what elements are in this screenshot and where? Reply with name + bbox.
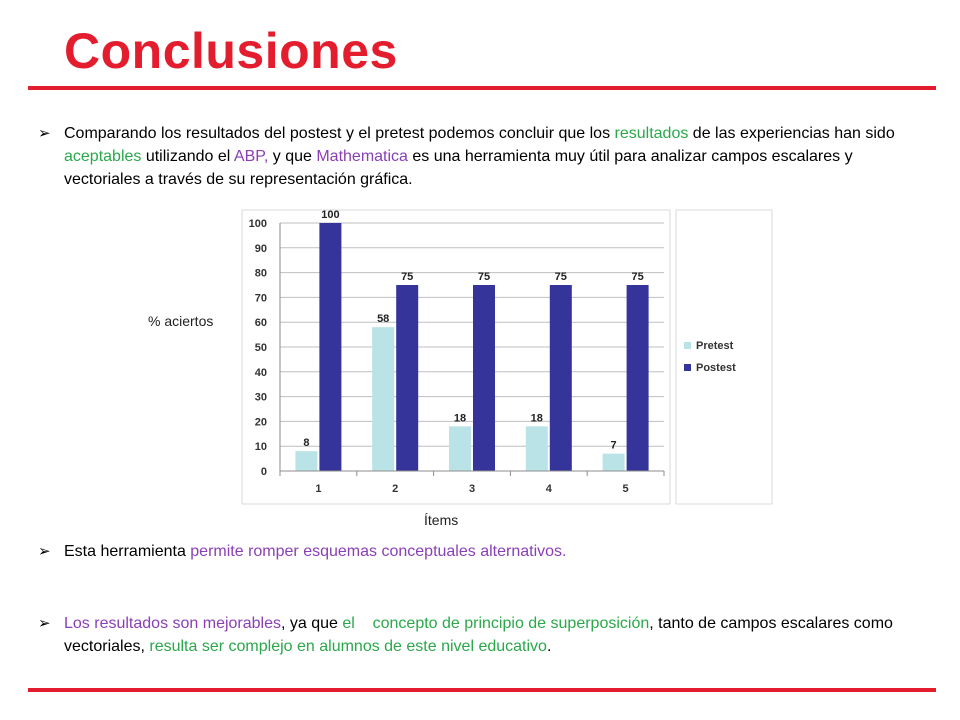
bullet-segment: resulta ser complejo en alumnos de este nivel educativo [149,638,547,655]
arrow-bullet-icon: ➢ [38,615,51,632]
bar-postest [473,285,495,471]
bullet-segment [355,615,373,632]
y-tick-label: 80 [254,267,267,280]
bottom-divider [28,688,936,692]
bar-postest [396,285,418,471]
y-tick-label: 10 [254,441,267,454]
y-tick-label: 100 [248,218,267,230]
bullet-segment: de las experiencias han sido [688,125,900,142]
y-tick-label: 60 [254,317,267,330]
data-label: 75 [401,271,414,283]
x-tick-label: 5 [622,483,629,495]
legend-swatch-pretest [684,342,691,349]
x-tick-label: 3 [468,483,476,495]
bullet-2-text [64,540,918,563]
bullet-3 [38,612,918,658]
x-tick-label: 1 [315,483,322,495]
bar-pretest [372,327,394,471]
bullet-segment: Los resultados son mejorables [64,615,282,632]
bullet-segment: , ya que [281,615,343,632]
bullet-segment: Mathematica [316,148,408,165]
data-label: 58 [377,313,390,326]
y-tick-label: 50 [254,342,267,354]
bullet-segment: Comparando los resultados del postest y el pretest podemos concluir que los [64,125,615,142]
bullet-segment: concepto de principio de superposición [372,615,650,632]
bullet-segment: permite romper esquemas conceptuales alternativos. [190,543,567,560]
data-label: 7 [610,439,617,452]
bar-chart [0,200,960,530]
bullet-segment: y que [268,148,317,165]
top-divider [28,86,936,90]
y-tick-label: 30 [254,391,267,404]
bullet-segment: resultados [614,125,689,142]
bar-pretest [295,451,317,471]
bullet-segment: ABP, [233,148,269,165]
y-tick-label: 20 [254,416,267,429]
y-axis-label: % aciertos [148,313,214,329]
y-tick-label: 90 [254,242,267,255]
bullet-2 [38,540,918,563]
x-tick-label: 4 [545,483,552,495]
data-label: 18 [530,412,543,425]
legend-label: Pretest [696,340,734,352]
data-label: 75 [631,271,644,283]
bar-postest [627,285,649,471]
x-axis-label: Ítems [424,512,459,528]
slide-title: Conclusiones [64,23,398,79]
data-label: 75 [477,271,491,283]
y-tick-label: 70 [254,292,267,305]
bar-pretest [449,426,471,471]
bullet-segment: utilizando el [141,148,234,165]
bar-pretest [603,454,625,471]
bullet-segment: , tanto de campos escalares como vectoriales, [64,615,898,655]
legend-border [676,210,772,504]
bullet-3-text [64,612,918,658]
bullet-segment: Esta herramienta [64,543,191,560]
bar-postest [319,223,341,471]
arrow-bullet-icon: ➢ [38,543,51,560]
bar-postest [550,285,572,471]
data-label: 8 [303,437,310,450]
legend-label: Postest [696,362,736,374]
y-tick-label: 40 [254,366,267,379]
arrow-bullet-icon: ➢ [38,125,51,142]
data-label: 100 [321,209,340,221]
bullet-segment: . [546,638,552,655]
y-tick-label: 0 [260,466,267,478]
bar-pretest [526,426,548,471]
x-tick-label: 2 [392,483,399,495]
bullet-1 [38,122,918,191]
data-label: 75 [554,271,567,283]
legend-swatch-postest [684,364,691,371]
bullet-segment: el [342,615,355,632]
bullet-segment: aceptables [64,148,142,165]
bullet-1-text [64,122,918,191]
bullet-segment: es una herramienta muy útil para analizar campos escalares y vectoriales a través de su representación gráfica. [64,148,858,188]
data-label: 18 [453,412,467,425]
